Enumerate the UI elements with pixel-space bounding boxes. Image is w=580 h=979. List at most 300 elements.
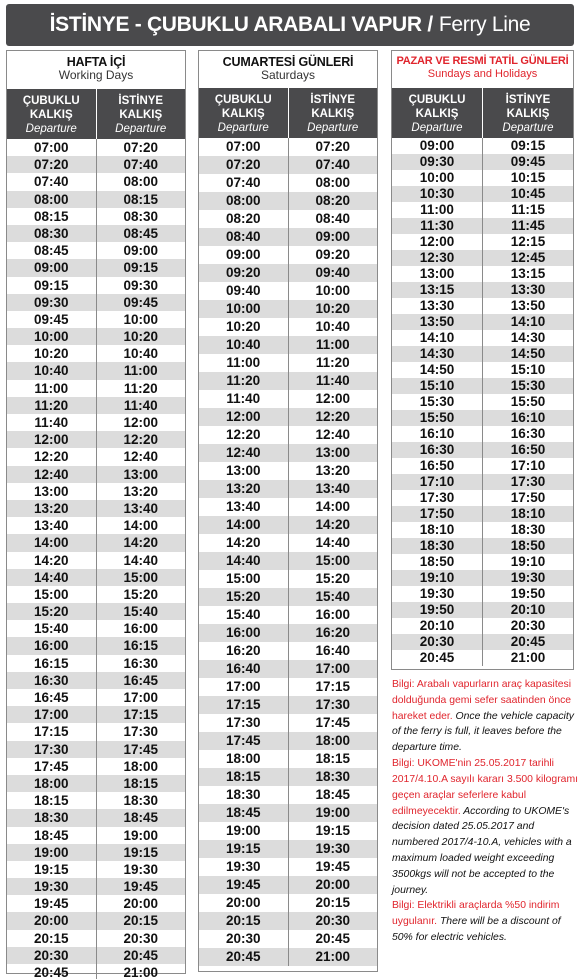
istinye-departure-time: 16:15 (96, 637, 186, 654)
cubuklu-departure-time: 16:00 (225, 625, 261, 640)
table-row (7, 741, 185, 758)
cubuklu-departure-time: 15:00 (33, 586, 69, 602)
cubuklu-departure-time: 10:20 (33, 346, 69, 362)
note-weight (392, 756, 578, 898)
istinye-departure-time: 15:00 (96, 569, 186, 586)
table-row (392, 522, 573, 538)
istinye-departure-time: 19:00 (96, 827, 186, 844)
table-row (7, 139, 185, 156)
istinye-departure-time: 15:40 (288, 588, 378, 606)
table-row (199, 372, 377, 390)
saturday-subtitle: Saturdays (260, 68, 316, 83)
istinye-departure-time: 17:30 (96, 723, 186, 740)
table-row (392, 650, 573, 666)
table-row (199, 318, 377, 336)
istinye-departure-time: 07:20 (96, 139, 186, 156)
sunday-header (392, 51, 573, 88)
istinye-departure-time: 14:30 (482, 330, 573, 346)
istinye-departure-time: 14:00 (96, 517, 186, 534)
table-row (7, 569, 185, 586)
table-row (7, 912, 185, 929)
istinye-departure-time: 08:15 (96, 191, 186, 208)
istinye-departure-time: 08:00 (288, 174, 378, 192)
cubuklu-departure-time: 14:40 (33, 569, 69, 585)
table-row (392, 602, 573, 618)
cubuklu-departure-time: 13:50 (419, 314, 455, 329)
cubuklu-departure-time: 12:00 (419, 234, 455, 249)
table-row (392, 506, 573, 522)
cubuklu-departure-time: 16:20 (225, 643, 261, 658)
table-row (392, 154, 573, 170)
table-row (7, 603, 185, 620)
istinye-departure-time: 10:20 (96, 328, 186, 345)
istinye-departure-time: 18:15 (96, 775, 186, 792)
table-row (199, 786, 377, 804)
istinye-departure-time: 12:40 (288, 426, 378, 444)
cubuklu-departure-time: 17:30 (225, 715, 261, 730)
istinye-departure-time: 19:30 (482, 570, 573, 586)
cubuklu-departure-time: 14:00 (33, 535, 69, 551)
cubuklu-departure-time: 12:00 (33, 432, 69, 448)
table-row (199, 516, 377, 534)
cubuklu-departure-time: 17:00 (225, 679, 261, 694)
istinye-departure-time: 17:15 (288, 678, 378, 696)
cubuklu-departure-time: 18:30 (33, 810, 69, 826)
istinye-departure-time: 13:50 (482, 298, 573, 314)
page-subtitle: Ferry Line (438, 13, 531, 36)
table-row (7, 173, 185, 190)
cubuklu-departure-time: 12:30 (419, 250, 455, 265)
cubuklu-departure-time: 16:45 (33, 690, 69, 705)
cubuklu-departure-time: 10:30 (419, 186, 455, 201)
table-row (7, 706, 185, 723)
istinye-departure-time: 18:30 (482, 522, 573, 538)
cubuklu-departure-header (392, 88, 482, 138)
istinye-departure-time: 14:40 (96, 552, 186, 569)
table-row (199, 264, 377, 282)
cubuklu-departure-time: 16:15 (33, 655, 69, 671)
istinye-departure-time: 10:40 (288, 318, 378, 336)
cubuklu-departure-time: 20:30 (33, 947, 69, 963)
table-row (7, 431, 185, 448)
istinye-departure-time: 10:00 (288, 282, 378, 300)
cubuklu-departure-time: 09:30 (33, 294, 69, 310)
cubuklu-departure-time: 19:10 (419, 570, 455, 585)
istinye-departure-time: 18:50 (482, 538, 573, 554)
cubuklu-departure-time: 19:30 (33, 879, 69, 895)
istinye-departure-time: 11:00 (96, 362, 186, 379)
cubuklu-departure-time: 20:15 (33, 930, 69, 946)
istinye-departure-time: 19:10 (482, 554, 573, 570)
cubuklu-departure-time: 10:40 (33, 363, 69, 379)
cubuklu-departure-time: 14:20 (33, 552, 69, 568)
departure-label: Departure (115, 122, 167, 135)
table-row (7, 208, 185, 225)
istinye-departure-time: 17:00 (288, 660, 378, 678)
weekday-subtitle: Working Days (58, 68, 134, 83)
table-row (7, 861, 185, 878)
cubuklu-departure-time: 17:00 (33, 707, 69, 723)
table-row (199, 804, 377, 822)
cubuklu-departure-time: 15:40 (225, 607, 261, 622)
table-row (7, 311, 185, 328)
cubuklu-departure-time: 18:30 (419, 538, 455, 553)
sunday-schedule (391, 50, 574, 670)
istinye-departure-time: 09:30 (96, 277, 186, 294)
istinye-departure-time: 16:20 (288, 624, 378, 642)
cubuklu-departure-time: 07:40 (225, 175, 261, 190)
table-row (199, 138, 377, 156)
cubuklu-departure-time: 20:00 (33, 913, 69, 929)
cubuklu-departure-time: 15:30 (419, 394, 455, 409)
istinye-departure-time: 19:30 (96, 861, 186, 878)
istinye-departure-time: 16:30 (482, 426, 573, 442)
table-row (199, 606, 377, 624)
table-row (7, 552, 185, 569)
cubuklu-departure-time: 07:00 (225, 139, 261, 154)
istinye-departure-time: 19:45 (288, 858, 378, 876)
cubuklu-departure-time: 10:00 (225, 301, 261, 316)
table-row (7, 586, 185, 603)
title-bar (6, 4, 574, 46)
cubuklu-label: ÇUBUKLU KALKIŞ (22, 95, 80, 121)
note-electric-en: There will be a discount of 50% for electric vehicles. (392, 916, 561, 943)
cubuklu-departure-time: 13:15 (419, 282, 455, 297)
cubuklu-departure-time: 07:40 (33, 174, 69, 190)
note-electric (392, 898, 578, 945)
table-row (392, 538, 573, 554)
table-row (392, 458, 573, 474)
istinye-departure-time: 20:30 (96, 930, 186, 947)
istinye-departure-time: 09:00 (96, 242, 186, 259)
istinye-departure-time: 10:00 (96, 311, 186, 328)
cubuklu-departure-time: 11:00 (226, 355, 261, 370)
istinye-departure-time: 13:20 (288, 462, 378, 480)
table-row (7, 758, 185, 775)
istinye-label: İSTİNYE KALKIŞ (118, 95, 164, 121)
istinye-departure-time: 18:30 (288, 768, 378, 786)
istinye-departure-time: 10:45 (482, 186, 573, 202)
table-row (392, 138, 573, 154)
table-row (7, 362, 185, 379)
table-row (199, 246, 377, 264)
saturday-rows (199, 138, 377, 966)
table-row (7, 930, 185, 947)
sunday-column-headers (392, 88, 573, 138)
table-row (7, 792, 185, 809)
cubuklu-departure-time: 14:20 (225, 535, 261, 550)
istinye-departure-time: 19:30 (288, 840, 378, 858)
cubuklu-departure-time: 12:40 (33, 466, 69, 482)
istinye-departure-time: 09:45 (482, 154, 573, 170)
istinye-departure-time: 12:20 (96, 431, 186, 448)
table-row (7, 637, 185, 654)
cubuklu-departure-time: 09:40 (225, 283, 261, 298)
istinye-departure-time: 20:15 (288, 894, 378, 912)
cubuklu-departure-time: 08:20 (225, 211, 261, 226)
departure-label: Departure (502, 121, 554, 134)
table-row (199, 750, 377, 768)
istinye-departure-time: 21:00 (96, 964, 186, 979)
cubuklu-departure-time: 16:50 (419, 458, 455, 473)
weekday-column-headers (7, 89, 185, 139)
table-row (392, 426, 573, 442)
table-row (7, 878, 185, 895)
cubuklu-departure-time: 18:15 (225, 769, 261, 784)
table-row (7, 827, 185, 844)
table-row (7, 156, 185, 173)
table-row (392, 410, 573, 426)
istinye-departure-time: 17:10 (482, 458, 573, 474)
cubuklu-departure-time: 19:15 (225, 841, 261, 856)
istinye-departure-time: 08:30 (96, 208, 186, 225)
cubuklu-departure-time: 19:30 (225, 859, 261, 874)
cubuklu-departure-time: 15:20 (225, 589, 261, 604)
cubuklu-departure-time: 19:50 (419, 602, 455, 617)
table-row (7, 466, 185, 483)
cubuklu-departure-time: 15:20 (33, 604, 69, 620)
istinye-departure-time: 07:20 (288, 138, 378, 156)
cubuklu-departure-time: 07:20 (225, 157, 261, 172)
table-row (7, 809, 185, 826)
istinye-departure-time: 16:30 (96, 655, 186, 672)
cubuklu-departure-time: 14:40 (225, 553, 261, 568)
table-row (392, 330, 573, 346)
istinye-departure-time: 11:45 (482, 218, 573, 234)
cubuklu-departure-time: 17:45 (33, 758, 69, 774)
table-row (392, 266, 573, 282)
table-row (199, 282, 377, 300)
istinye-departure-header (482, 88, 573, 138)
cubuklu-departure-time: 20:45 (225, 949, 261, 964)
table-row (392, 490, 573, 506)
table-row (7, 448, 185, 465)
istinye-departure-time: 13:00 (96, 466, 186, 483)
table-row (392, 170, 573, 186)
saturday-header (199, 51, 377, 88)
table-row (199, 948, 377, 966)
table-row (392, 298, 573, 314)
table-row (199, 156, 377, 174)
istinye-departure-time: 18:30 (96, 792, 186, 809)
table-row (199, 174, 377, 192)
cubuklu-departure-time: 18:00 (33, 775, 69, 791)
table-row (7, 380, 185, 397)
istinye-departure-time: 12:45 (482, 250, 573, 266)
table-row (199, 498, 377, 516)
cubuklu-departure-time: 15:50 (419, 410, 455, 425)
istinye-departure-time: 17:15 (96, 706, 186, 723)
saturday-column-headers (199, 88, 377, 138)
cubuklu-departure-time: 18:30 (225, 787, 261, 802)
istinye-departure-time: 17:30 (288, 696, 378, 714)
cubuklu-departure-time: 11:30 (420, 218, 454, 233)
cubuklu-departure-time: 12:40 (225, 445, 261, 460)
table-row (7, 345, 185, 362)
istinye-departure-time: 17:45 (288, 714, 378, 732)
cubuklu-departure-time: 18:45 (33, 827, 69, 843)
weekday-schedule (6, 50, 186, 979)
istinye-departure-time: 21:00 (482, 650, 573, 666)
table-row (199, 390, 377, 408)
istinye-departure-header (96, 89, 186, 139)
istinye-departure-time: 15:30 (482, 378, 573, 394)
istinye-departure-time: 13:00 (288, 444, 378, 462)
istinye-departure-time: 19:50 (482, 586, 573, 602)
table-row (7, 225, 185, 242)
table-row (7, 947, 185, 964)
cubuklu-departure-time: 11:20 (226, 373, 261, 388)
cubuklu-departure-time: 19:45 (33, 896, 69, 912)
cubuklu-departure-time: 11:40 (34, 415, 69, 430)
sunday-title: PAZAR VE RESMİ TATİL GÜNLERİ (396, 55, 569, 67)
table-row (392, 202, 573, 218)
table-row (7, 242, 185, 259)
istinye-departure-time: 18:00 (96, 758, 186, 775)
istinye-departure-time: 15:20 (96, 586, 186, 603)
cubuklu-departure-time: 20:45 (419, 650, 455, 665)
istinye-departure-time: 11:00 (288, 336, 378, 354)
table-row (199, 714, 377, 732)
cubuklu-departure-time: 08:45 (33, 243, 69, 259)
cubuklu-departure-time: 10:00 (419, 170, 455, 185)
cubuklu-departure-time: 15:10 (419, 378, 455, 393)
table-row (7, 964, 185, 979)
istinye-departure-time: 17:50 (482, 490, 573, 506)
cubuklu-departure-time: 18:00 (225, 751, 261, 766)
table-row (392, 234, 573, 250)
table-row (199, 696, 377, 714)
cubuklu-label: ÇUBUKLU KALKIŞ (408, 94, 466, 120)
cubuklu-departure-time: 15:40 (33, 621, 69, 637)
table-row (7, 844, 185, 861)
istinye-departure-time: 21:00 (288, 948, 378, 966)
cubuklu-departure-time: 10:20 (225, 319, 261, 334)
istinye-departure-time: 09:15 (96, 259, 186, 276)
cubuklu-departure-time: 13:20 (33, 500, 69, 516)
istinye-departure-time: 13:15 (482, 266, 573, 282)
table-row (392, 442, 573, 458)
table-row (392, 554, 573, 570)
table-row (199, 336, 377, 354)
table-row (7, 328, 185, 345)
table-row (392, 618, 573, 634)
table-row (7, 895, 185, 912)
istinye-departure-time: 07:40 (288, 156, 378, 174)
table-row (199, 552, 377, 570)
table-row (392, 634, 573, 650)
table-row (199, 354, 377, 372)
istinye-departure-time: 13:20 (96, 483, 186, 500)
table-row (199, 912, 377, 930)
istinye-departure-time: 14:00 (288, 498, 378, 516)
cubuklu-departure-time: 13:20 (225, 481, 261, 496)
istinye-departure-time: 16:00 (96, 620, 186, 637)
table-row (199, 228, 377, 246)
istinye-departure-time: 20:45 (482, 634, 573, 650)
istinye-departure-time: 10:15 (482, 170, 573, 186)
table-row (392, 586, 573, 602)
istinye-departure-time: 08:20 (288, 192, 378, 210)
istinye-departure-time: 19:45 (96, 878, 186, 895)
cubuklu-departure-time: 17:45 (225, 733, 261, 748)
cubuklu-departure-time: 09:20 (225, 265, 261, 280)
table-row (199, 444, 377, 462)
cubuklu-departure-time: 07:20 (33, 157, 69, 173)
table-row (7, 294, 185, 311)
cubuklu-departure-time: 16:10 (419, 426, 455, 441)
cubuklu-departure-time: 19:45 (225, 877, 261, 892)
cubuklu-departure-time: 12:00 (225, 409, 261, 424)
cubuklu-departure-time: 08:40 (225, 229, 261, 244)
istinye-departure-time: 07:40 (96, 156, 186, 173)
istinye-departure-time: 10:20 (288, 300, 378, 318)
table-row (392, 346, 573, 362)
table-row (7, 534, 185, 551)
cubuklu-departure-time: 17:15 (225, 697, 261, 712)
table-row (392, 570, 573, 586)
note-capacity-en: Once the vehicle capacity of the ferry is full, it leaves before the departure time. (392, 710, 574, 754)
cubuklu-departure-time: 19:30 (419, 586, 455, 601)
istinye-departure-header (288, 88, 378, 138)
note-capacity-tr: Bilgi: Arabalı vapurların araç kapasitesi dolduğunda gemi sefer saatinden önce hareket eder. (392, 679, 572, 722)
istinye-departure-time: 16:10 (482, 410, 573, 426)
istinye-label: İSTİNYE KALKIŞ (310, 94, 356, 120)
istinye-departure-time: 18:45 (288, 786, 378, 804)
cubuklu-departure-time: 16:00 (33, 638, 69, 654)
istinye-departure-time: 18:15 (288, 750, 378, 768)
istinye-departure-time: 09:00 (288, 228, 378, 246)
sunday-subtitle: Sundays and Holidays (427, 67, 538, 80)
table-row (7, 723, 185, 740)
cubuklu-departure-time: 09:00 (419, 138, 455, 153)
istinye-departure-time: 13:40 (96, 500, 186, 517)
table-row (199, 192, 377, 210)
cubuklu-departure-time: 11:20 (34, 397, 69, 413)
table-row (392, 474, 573, 490)
table-row (392, 314, 573, 330)
istinye-departure-time: 11:15 (482, 202, 573, 218)
table-row (7, 259, 185, 276)
istinye-departure-time: 13:30 (482, 282, 573, 298)
cubuklu-departure-time: 19:00 (225, 823, 261, 838)
istinye-departure-time: 20:00 (96, 895, 186, 912)
cubuklu-departure-time: 10:40 (225, 337, 261, 352)
table-row (199, 210, 377, 228)
cubuklu-departure-time: 14:10 (419, 330, 455, 345)
table-row (392, 186, 573, 202)
table-row (392, 282, 573, 298)
istinye-departure-time: 12:15 (482, 234, 573, 250)
istinye-departure-time: 17:00 (96, 689, 186, 706)
table-row (199, 930, 377, 948)
table-row (199, 678, 377, 696)
cubuklu-departure-time: 15:00 (225, 571, 261, 586)
table-row (199, 408, 377, 426)
departure-label: Departure (307, 121, 359, 134)
istinye-departure-time: 12:40 (96, 448, 186, 465)
table-row (199, 534, 377, 552)
istinye-departure-time: 20:30 (482, 618, 573, 634)
cubuklu-departure-time: 18:50 (419, 554, 455, 569)
cubuklu-departure-time: 16:40 (225, 661, 261, 676)
istinye-departure-time: 16:40 (288, 642, 378, 660)
istinye-departure-time: 09:15 (482, 138, 573, 154)
istinye-departure-time: 20:45 (288, 930, 378, 948)
cubuklu-departure-header (199, 88, 288, 138)
cubuklu-departure-time: 16:30 (33, 672, 69, 688)
cubuklu-departure-time: 18:45 (225, 805, 261, 820)
